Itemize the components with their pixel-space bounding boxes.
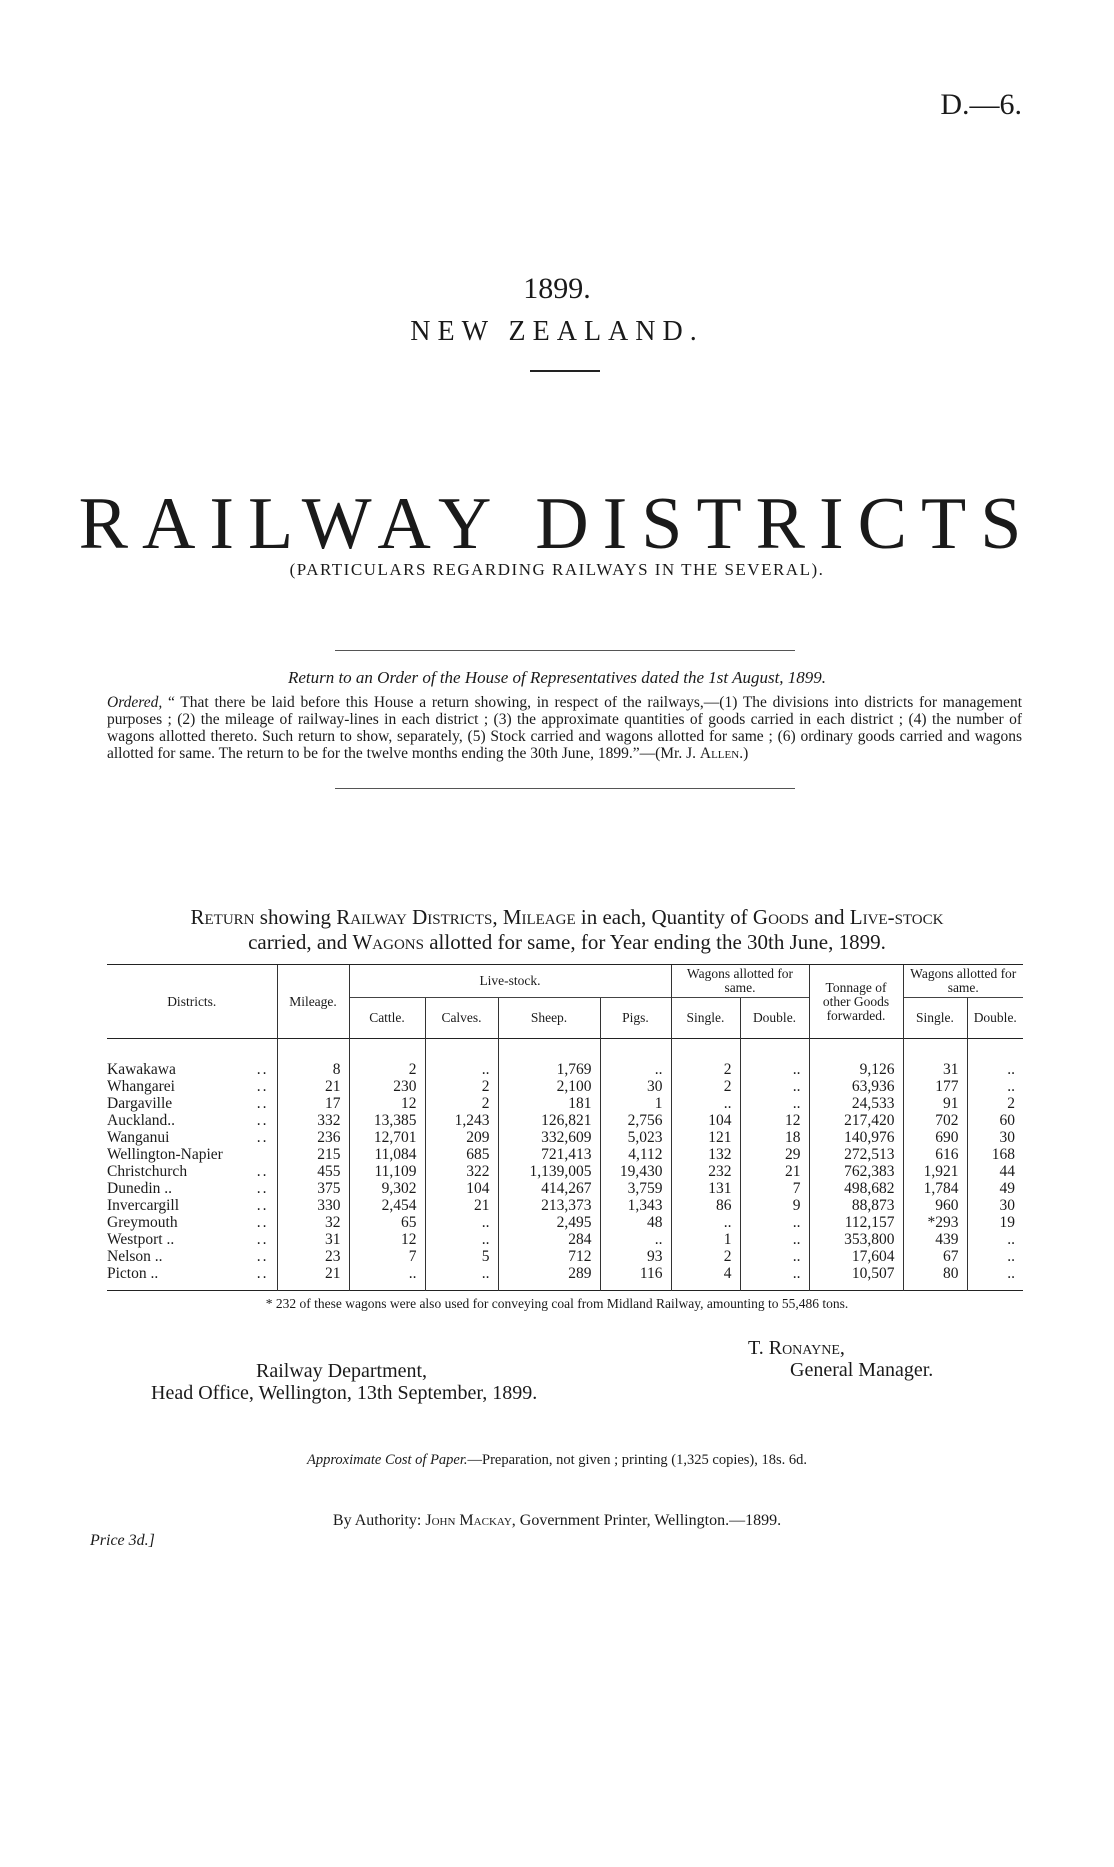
cell-wg-single: 67 bbox=[903, 1248, 967, 1265]
table-heading bbox=[107, 905, 1027, 955]
district-cell bbox=[107, 1197, 277, 1214]
cell-ws-double: .. bbox=[740, 1214, 809, 1231]
district-name: Kawakawa bbox=[107, 1061, 176, 1078]
cell-pigs: 116 bbox=[600, 1265, 671, 1291]
cell-sheep: 2,495 bbox=[498, 1214, 600, 1231]
cell-tonnage: 498,682 bbox=[809, 1180, 903, 1197]
cell-mileage: 8 bbox=[277, 1039, 349, 1079]
cell-tonnage: 217,420 bbox=[809, 1112, 903, 1129]
leader-dots: .. bbox=[256, 1129, 269, 1146]
heading-part: , bbox=[492, 905, 503, 929]
table-row bbox=[107, 1078, 1023, 1095]
cell-calves: 2 bbox=[425, 1095, 498, 1112]
cell-mileage: 17 bbox=[277, 1095, 349, 1112]
cell-wg-double: 168 bbox=[967, 1146, 1023, 1163]
table-row bbox=[107, 1180, 1023, 1197]
district-name: Auckland.. bbox=[107, 1112, 176, 1129]
district-cell bbox=[107, 1146, 277, 1163]
cell-calves: 2 bbox=[425, 1078, 498, 1095]
cell-wg-single: 177 bbox=[903, 1078, 967, 1095]
cell-wg-single: 1,784 bbox=[903, 1180, 967, 1197]
cell-pigs: 4,112 bbox=[600, 1146, 671, 1163]
cell-cattle: 7 bbox=[349, 1248, 425, 1265]
table-footnote: * 232 of these wagons were also used for conveying coal from Midland Railway, amounting to 55,486 tons. bbox=[265, 1296, 849, 1311]
cell-pigs: 93 bbox=[600, 1248, 671, 1265]
cell-ws-double: 7 bbox=[740, 1180, 809, 1197]
cell-pigs: 1 bbox=[600, 1095, 671, 1112]
cell-mileage: 236 bbox=[277, 1129, 349, 1146]
cell-cattle: 2 bbox=[349, 1039, 425, 1079]
cell-cattle: 12 bbox=[349, 1231, 425, 1248]
cell-calves: 209 bbox=[425, 1129, 498, 1146]
cell-tonnage: 24,533 bbox=[809, 1095, 903, 1112]
cell-cattle: 11,109 bbox=[349, 1163, 425, 1180]
table-row bbox=[107, 1197, 1023, 1214]
cell-wg-single: 690 bbox=[903, 1129, 967, 1146]
cell-wg-double: 30 bbox=[967, 1129, 1023, 1146]
district-cell bbox=[107, 1248, 277, 1265]
cell-tonnage: 9,126 bbox=[809, 1039, 903, 1079]
cell-ws-double: .. bbox=[740, 1095, 809, 1112]
cell-cattle: 12,701 bbox=[349, 1129, 425, 1146]
cell-wg-single: 31 bbox=[903, 1039, 967, 1079]
cell-ws-single: 232 bbox=[671, 1163, 740, 1180]
cell-wg-double: 2 bbox=[967, 1095, 1023, 1112]
cost-text: —Preparation, not given ; printing (1,325 copies), 18s. 6d. bbox=[467, 1452, 808, 1468]
col-header-goods-double: Double. bbox=[967, 998, 1023, 1039]
cell-calves: 21 bbox=[425, 1197, 498, 1214]
cell-sheep: 181 bbox=[498, 1095, 600, 1112]
heading-part: allotted for same, for Year ending the 30th June, 1899. bbox=[423, 930, 886, 954]
cell-ws-single: .. bbox=[671, 1214, 740, 1231]
leader-dots: .. bbox=[256, 1180, 269, 1197]
table-row bbox=[107, 1163, 1023, 1180]
cell-tonnage: 63,936 bbox=[809, 1078, 903, 1095]
cell-tonnage: 112,157 bbox=[809, 1214, 903, 1231]
table-row bbox=[107, 1265, 1023, 1291]
district-name: Dunedin .. bbox=[107, 1180, 173, 1197]
signer-name: T. Ronayne, bbox=[748, 1337, 845, 1359]
cell-ws-double: .. bbox=[740, 1039, 809, 1079]
cell-wg-double: 19 bbox=[967, 1214, 1023, 1231]
cell-mileage: 21 bbox=[277, 1078, 349, 1095]
cell-ws-double: .. bbox=[740, 1265, 809, 1291]
railway-districts-table bbox=[107, 964, 1023, 1291]
district-cell bbox=[107, 1180, 277, 1197]
cell-sheep: 126,821 bbox=[498, 1112, 600, 1129]
table-row bbox=[107, 1129, 1023, 1146]
divider-rule bbox=[335, 650, 795, 651]
cell-calves: 104 bbox=[425, 1180, 498, 1197]
district-cell bbox=[107, 1112, 277, 1129]
cell-wg-double: .. bbox=[967, 1248, 1023, 1265]
cell-sheep: 332,609 bbox=[498, 1129, 600, 1146]
divider-rule bbox=[530, 370, 600, 372]
col-header-pigs: Pigs. bbox=[600, 998, 671, 1039]
cell-wg-single: 702 bbox=[903, 1112, 967, 1129]
signer-title: General Manager. bbox=[790, 1359, 934, 1381]
cell-wg-double: .. bbox=[967, 1265, 1023, 1291]
cell-calves: 685 bbox=[425, 1146, 498, 1163]
district-cell bbox=[107, 1129, 277, 1146]
cell-mileage: 21 bbox=[277, 1265, 349, 1291]
cell-mileage: 32 bbox=[277, 1214, 349, 1231]
cell-tonnage: 762,383 bbox=[809, 1163, 903, 1180]
ordered-end: .) bbox=[739, 745, 749, 762]
cell-sheep: 1,139,005 bbox=[498, 1163, 600, 1180]
cell-calves: .. bbox=[425, 1265, 498, 1291]
leader-dots: .. bbox=[256, 1061, 269, 1078]
table-row bbox=[107, 1248, 1023, 1265]
cell-ws-double: 9 bbox=[740, 1197, 809, 1214]
cell-cattle: 9,302 bbox=[349, 1180, 425, 1197]
cell-cattle: .. bbox=[349, 1265, 425, 1291]
divider-rule bbox=[335, 788, 795, 789]
cell-ws-double: .. bbox=[740, 1248, 809, 1265]
cell-ws-single: .. bbox=[671, 1095, 740, 1112]
cell-ws-double: .. bbox=[740, 1078, 809, 1095]
cell-wg-single: 616 bbox=[903, 1146, 967, 1163]
cell-wg-single: 960 bbox=[903, 1197, 967, 1214]
district-cell bbox=[107, 1039, 277, 1079]
col-header-districts: Districts. bbox=[107, 965, 277, 1039]
cell-wg-single: 439 bbox=[903, 1231, 967, 1248]
cell-ws-single: 132 bbox=[671, 1146, 740, 1163]
cell-ws-single: 86 bbox=[671, 1197, 740, 1214]
cell-sheep: 712 bbox=[498, 1248, 600, 1265]
cell-cattle: 12 bbox=[349, 1095, 425, 1112]
district-name: Christchurch bbox=[107, 1163, 188, 1180]
leader-dots: .. bbox=[256, 1214, 269, 1231]
col-header-calves: Calves. bbox=[425, 998, 498, 1039]
cell-ws-double: 21 bbox=[740, 1163, 809, 1180]
ordered-paragraph bbox=[107, 694, 1022, 762]
cell-pigs: 1,343 bbox=[600, 1197, 671, 1214]
cost-of-paper bbox=[0, 1452, 1114, 1469]
ordered-author: Allen bbox=[699, 745, 740, 762]
leader-dots: .. bbox=[256, 1197, 269, 1214]
cell-cattle: 11,084 bbox=[349, 1146, 425, 1163]
cell-ws-single: 4 bbox=[671, 1265, 740, 1291]
cell-cattle: 230 bbox=[349, 1078, 425, 1095]
document-reference: D.—6. bbox=[940, 88, 1022, 121]
authority-name: John Mackay bbox=[425, 1512, 512, 1529]
col-header-goods-single: Single. bbox=[903, 998, 967, 1039]
district-name: Invercargill bbox=[107, 1197, 180, 1214]
heading-part: showing bbox=[254, 905, 337, 929]
col-header-tonnage: Tonnage of other Goods forwarded. bbox=[809, 965, 903, 1039]
leader-dots: .. bbox=[256, 1231, 269, 1248]
leader-dots: .. bbox=[256, 1078, 269, 1095]
cell-wg-double: 30 bbox=[967, 1197, 1023, 1214]
cell-pigs: 48 bbox=[600, 1214, 671, 1231]
cell-mileage: 375 bbox=[277, 1180, 349, 1197]
document-year: 1899. bbox=[523, 272, 591, 305]
cell-pigs: 19,430 bbox=[600, 1163, 671, 1180]
page-title: RAILWAY DISTRICTS bbox=[78, 483, 1036, 565]
cell-ws-single: 2 bbox=[671, 1039, 740, 1079]
district-name: Westport .. bbox=[107, 1231, 175, 1248]
cell-sheep: 721,413 bbox=[498, 1146, 600, 1163]
heading-part: and bbox=[808, 905, 850, 929]
department-line: Railway Department, bbox=[256, 1360, 428, 1382]
cell-calves: .. bbox=[425, 1214, 498, 1231]
cell-sheep: 414,267 bbox=[498, 1180, 600, 1197]
cell-ws-double: 29 bbox=[740, 1146, 809, 1163]
cell-mileage: 31 bbox=[277, 1231, 349, 1248]
leader-dots: .. bbox=[256, 1248, 269, 1265]
cell-sheep: 284 bbox=[498, 1231, 600, 1248]
cell-mileage: 332 bbox=[277, 1112, 349, 1129]
col-header-wagons-stock: Wagons allotted for same. bbox=[671, 965, 809, 998]
printer-authority bbox=[0, 1512, 1114, 1530]
cell-tonnage: 353,800 bbox=[809, 1231, 903, 1248]
district-name: Picton .. bbox=[107, 1265, 159, 1282]
cell-cattle: 65 bbox=[349, 1214, 425, 1231]
cell-wg-double: 60 bbox=[967, 1112, 1023, 1129]
cell-mileage: 215 bbox=[277, 1146, 349, 1163]
table-body bbox=[107, 1039, 1023, 1291]
cell-pigs: 5,023 bbox=[600, 1129, 671, 1146]
district-name: Dargaville bbox=[107, 1095, 173, 1112]
ordered-lead: Ordered, bbox=[107, 694, 163, 711]
cell-ws-single: 2 bbox=[671, 1078, 740, 1095]
table-row bbox=[107, 1146, 1023, 1163]
col-header-sheep: Sheep. bbox=[498, 998, 600, 1039]
col-header-mileage: Mileage. bbox=[277, 965, 349, 1039]
cell-sheep: 213,373 bbox=[498, 1197, 600, 1214]
cell-ws-single: 104 bbox=[671, 1112, 740, 1129]
cell-calves: 5 bbox=[425, 1248, 498, 1265]
leader-dots: .. bbox=[256, 1163, 269, 1180]
col-header-cattle: Cattle. bbox=[349, 998, 425, 1039]
table-row bbox=[107, 1095, 1023, 1112]
cell-wg-double: 49 bbox=[967, 1180, 1023, 1197]
leader-dots: .. bbox=[256, 1112, 269, 1129]
cell-wg-double: .. bbox=[967, 1039, 1023, 1079]
cell-mileage: 455 bbox=[277, 1163, 349, 1180]
cell-pigs: 30 bbox=[600, 1078, 671, 1095]
leader-dots: .. bbox=[256, 1265, 269, 1282]
district-cell bbox=[107, 1231, 277, 1248]
cell-pigs: .. bbox=[600, 1039, 671, 1079]
return-order-line: Return to an Order of the House of Representatives dated the 1st August, 1899. bbox=[287, 668, 827, 687]
cell-ws-single: 2 bbox=[671, 1248, 740, 1265]
cell-calves: 322 bbox=[425, 1163, 498, 1180]
cell-sheep: 289 bbox=[498, 1265, 600, 1291]
heading-part: Mileage bbox=[502, 905, 576, 929]
table-row bbox=[107, 1112, 1023, 1129]
cell-cattle: 2,454 bbox=[349, 1197, 425, 1214]
cell-ws-double: 12 bbox=[740, 1112, 809, 1129]
table-row bbox=[107, 1039, 1023, 1079]
cell-wg-single: 80 bbox=[903, 1265, 967, 1291]
cell-tonnage: 140,976 bbox=[809, 1129, 903, 1146]
header-row bbox=[107, 965, 1023, 998]
cell-wg-single: *293 bbox=[903, 1214, 967, 1231]
cell-wg-single: 1,921 bbox=[903, 1163, 967, 1180]
table-row bbox=[107, 1214, 1023, 1231]
col-header-stock-single: Single. bbox=[671, 998, 740, 1039]
cell-calves: .. bbox=[425, 1039, 498, 1079]
heading-part: Live-stock bbox=[849, 905, 944, 929]
cell-wg-single: 91 bbox=[903, 1095, 967, 1112]
cell-mileage: 330 bbox=[277, 1197, 349, 1214]
cell-mileage: 23 bbox=[277, 1248, 349, 1265]
cell-wg-double: .. bbox=[967, 1231, 1023, 1248]
cell-ws-double: .. bbox=[740, 1231, 809, 1248]
page-subtitle: (PARTICULARS REGARDING RAILWAYS IN THE SEVERAL). bbox=[289, 560, 825, 579]
cell-pigs: 2,756 bbox=[600, 1112, 671, 1129]
cell-ws-single: 131 bbox=[671, 1180, 740, 1197]
cell-ws-single: 1 bbox=[671, 1231, 740, 1248]
col-header-wagons-goods: Wagons allotted for same. bbox=[903, 965, 1023, 998]
col-header-stock-double: Double. bbox=[740, 998, 809, 1039]
district-name: Greymouth bbox=[107, 1214, 178, 1231]
district-cell bbox=[107, 1265, 277, 1291]
district-cell bbox=[107, 1078, 277, 1095]
district-cell bbox=[107, 1163, 277, 1180]
cell-ws-double: 18 bbox=[740, 1129, 809, 1146]
country-heading: NEW ZEALAND. bbox=[410, 316, 704, 347]
district-name: Whangarei bbox=[107, 1078, 175, 1095]
district-cell bbox=[107, 1214, 277, 1231]
table-row bbox=[107, 1231, 1023, 1248]
heading-part: Return bbox=[190, 905, 255, 929]
cell-tonnage: 88,873 bbox=[809, 1197, 903, 1214]
district-name: Nelson .. bbox=[107, 1248, 163, 1265]
cell-calves: 1,243 bbox=[425, 1112, 498, 1129]
district-cell bbox=[107, 1095, 277, 1112]
cost-label: Approximate Cost of Paper. bbox=[306, 1452, 468, 1468]
cell-sheep: 2,100 bbox=[498, 1078, 600, 1095]
cell-cattle: 13,385 bbox=[349, 1112, 425, 1129]
cell-ws-single: 121 bbox=[671, 1129, 740, 1146]
heading-part: in each, Quantity of bbox=[575, 905, 753, 929]
authority-suffix: , Government Printer, Wellington.—1899. bbox=[511, 1512, 782, 1529]
office-date-line: Head Office, Wellington, 13th September, 1899. bbox=[151, 1382, 538, 1404]
heading-part: Wagons bbox=[352, 930, 424, 954]
col-header-livestock: Live-stock. bbox=[349, 965, 671, 998]
cell-pigs: .. bbox=[600, 1231, 671, 1248]
cell-wg-double: .. bbox=[967, 1078, 1023, 1095]
cell-pigs: 3,759 bbox=[600, 1180, 671, 1197]
price-label: Price 3d.] bbox=[90, 1532, 155, 1549]
cell-sheep: 1,769 bbox=[498, 1039, 600, 1079]
cell-calves: .. bbox=[425, 1231, 498, 1248]
heading-part: carried, and bbox=[248, 930, 353, 954]
heading-part: Railway Districts bbox=[336, 905, 493, 929]
cell-tonnage: 10,507 bbox=[809, 1265, 903, 1291]
cell-tonnage: 272,513 bbox=[809, 1146, 903, 1163]
district-name: Wanganui bbox=[107, 1129, 170, 1146]
heading-part: Goods bbox=[752, 905, 809, 929]
cell-wg-double: 44 bbox=[967, 1163, 1023, 1180]
district-name: Wellington-Napier bbox=[107, 1146, 223, 1163]
leader-dots: .. bbox=[256, 1095, 269, 1112]
authority-prefix: By Authority: bbox=[332, 1512, 426, 1529]
ordered-text: “ That there be laid before this House a return showing, in respect of the railways,—(1) The divisions into districts for management purposes ; (2) the mileage of railway-lines in each district ; (3) the approximate quantities of goods carried in each district ; (4) the number of wagons allotted thereto. Such return to show, separately, (5) Stock carried and wagons allotted for same ; (6) ordinary goods carried and wagons allotted for same. The return to be for the twelve months ending the 30th June, 1899.”—(Mr. J. bbox=[107, 694, 1022, 762]
cell-tonnage: 17,604 bbox=[809, 1248, 903, 1265]
